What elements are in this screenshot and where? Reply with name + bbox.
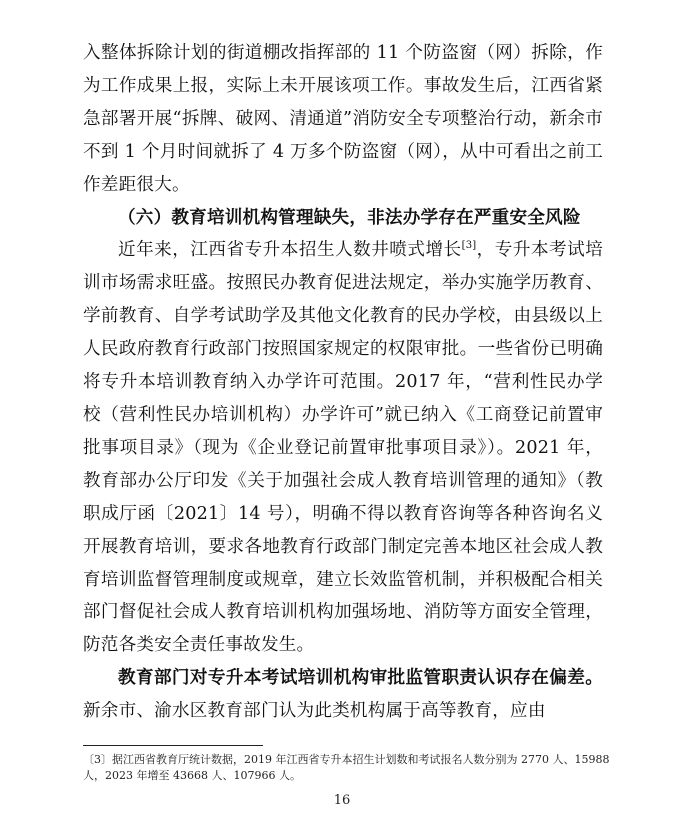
paragraph-3-bold-lead: 教育部门对专升本考试培训机构审批监管职责认识存在偏差。 <box>118 668 603 689</box>
paragraph-3 <box>83 662 603 728</box>
paragraph-2 <box>83 234 603 662</box>
paragraph-3-rest: 新余市、渝水区教育部门认为此类机构属于高等教育，应由 <box>83 701 546 722</box>
paragraph-1: 入整体拆除计划的街道棚改指挥部的 11 个防盗窗（网）拆除，作为工作成果上报，实际上未开展该项工作。事故发生后，江西省紧急部署开展“拆牌、破网、清通道”消防安全专项整治行动，新余市不到 1 个月时间就拆了 4 万多个防盗窗（网），从中可看出之前工作差距很大。 <box>83 43 603 195</box>
paragraph-2-start: 近年来，江西省专升本招生人数井喷式增长 <box>118 240 462 261</box>
page-number: 16 <box>333 793 351 808</box>
paragraph-2-rest: ，专升本考试培训市场需求旺盛。按照民办教育促进法规定，举办实施学历教育、学前教育、自学考试助学及其他文化教育的民办学校，由县级以上人民政府教育行政部门按照国家规定的权限审批。一些省份已明确将专升本培训教育纳入办学许可范围。2017 年，“营利性民办学校（营利性民办培训机构）办学许可”就已纳入《工商登记前置审批事项目录》（现为《企业登记前置审批事项目录》）。2021 年，教育部办公厅印发《关于加强社会成人教育培训管理的通知》（教职成厅函〔2021〕14 号），明确不得以教育咨询等各种咨询名义开展教育培训，要求各地教育行政部门制定完善本地区社会成人教育培训监督管理制度或规章，建立长效监管机制，并积极配合相关部门督促社会成人教育培训机构加强场地、消防等方面安全管理，防范各类安全责任事故发生。 <box>83 240 603 656</box>
body-text <box>83 37 603 728</box>
footnote-divider <box>83 745 263 746</box>
footnote-reference[interactable]: [3] <box>461 240 477 252</box>
section-heading: （六）教育培训机构管理缺失，非法办学存在严重安全风险 <box>118 206 581 228</box>
footnote: 〔3〕据江西省教育厅统计数据，2019 年江西省专升本招生计划数和考试报名人数分别为 2770 人、15988 人，2023 年增至 43668 人、107966 人。 <box>83 753 610 782</box>
